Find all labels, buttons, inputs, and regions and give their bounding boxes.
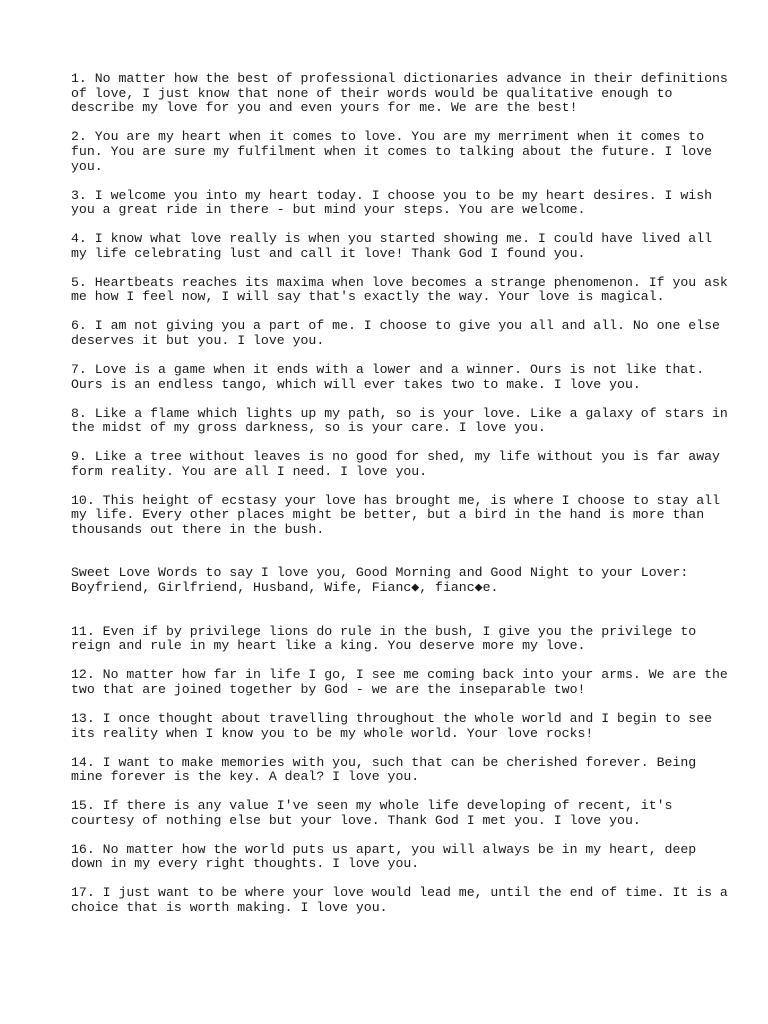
paragraph-1: 1. No matter how the best of professional dictionaries advance in their definitions of love, I just know that none of their words would be qualitative enough to describe my love for you and even yours for me. We are the best!	[71, 71, 728, 116]
paragraph-14: 14. I want to make memories with you, such that can be cherished forever. Being mine forever is the key. A deal? I love you.	[71, 754, 697, 785]
paragraph-15: 15. If there is any value I've seen my whole life developing of recent, it's courtesy of nothing else but your love. Thank God I met you. I love you.	[71, 798, 673, 828]
paragraph-10: 10. This height of ecstasy your love has brought me, is where I choose to stay all my life. Every other places might be better, but a bird in the hand is more than thousands out there in the bush.	[71, 492, 720, 538]
paragraph-6: 6. I am not giving you a part of me. I choose to give you all and all. No one else deserves it but you. I love you.	[71, 318, 720, 349]
paragraph-11: 11. Even if by privilege lions do rule in the bush, I give you the privilege to reign and rule in my heart like a king. You deserve more my love.	[71, 623, 697, 654]
paragraph-16: 16. No matter how the world puts us apart, you will always be in my heart, deep down in my every right thoughts. I love you.	[71, 841, 697, 872]
paragraph-7: 7. Love is a game when it ends with a lower and a winner. Ours is not like that. Ours is an endless tango, which will ever takes two to make. I love you.	[71, 361, 705, 392]
paragraph-3: 3. I welcome you into my heart today. I choose you to be my heart desires. I wish you a great ride in there - but mind your steps. You are welcome.	[71, 187, 713, 218]
paragraph-2: 2. You are my heart when it comes to love. You are my merriment when it comes to fun. You are sure my fulfilment when it comes to talking about the future. I love you.	[71, 129, 713, 174]
section-heading: Sweet Love Words to say I love you, Good Morning and Good Night to your Lover: Boyfriend, Girlfriend, Husband, Wife, Fianc◆, fianc◆e.	[71, 565, 689, 596]
paragraph-4: 4. I know what love really is when you started showing me. I could have lived all my life celebrating lust and call it love! Thank God I found you.	[71, 231, 713, 261]
paragraph-12: 12. No matter how far in life I go, I see me coming back into your arms. We are the two that are joined together by God - we are the inseparable two!	[71, 667, 728, 698]
paragraph-5: 5. Heartbeats reaches its maxima when love becomes a strange phenomenon. If you ask me how I feel now, I will say that's exactly the way. Your love is magical.	[71, 274, 728, 305]
paragraph-13: 13. I once thought about travelling throughout the whole world and I begin to see its reality when I know you to be my whole world. Your love rocks!	[71, 710, 713, 741]
document-page	[71, 72, 731, 930]
paragraph-17: 17. I just want to be where your love would lead me, until the end of time. It is a choice that is worth making. I love you.	[71, 885, 728, 916]
paragraph-9: 9. Like a tree without leaves is no good for shed, my life without you is far away form reality. You are all I need. I love you.	[71, 449, 720, 479]
paragraph-8: 8. Like a flame which lights up my path, so is your love. Like a galaxy of stars in the midst of my gross darkness, so is your care. I love you.	[71, 405, 728, 436]
